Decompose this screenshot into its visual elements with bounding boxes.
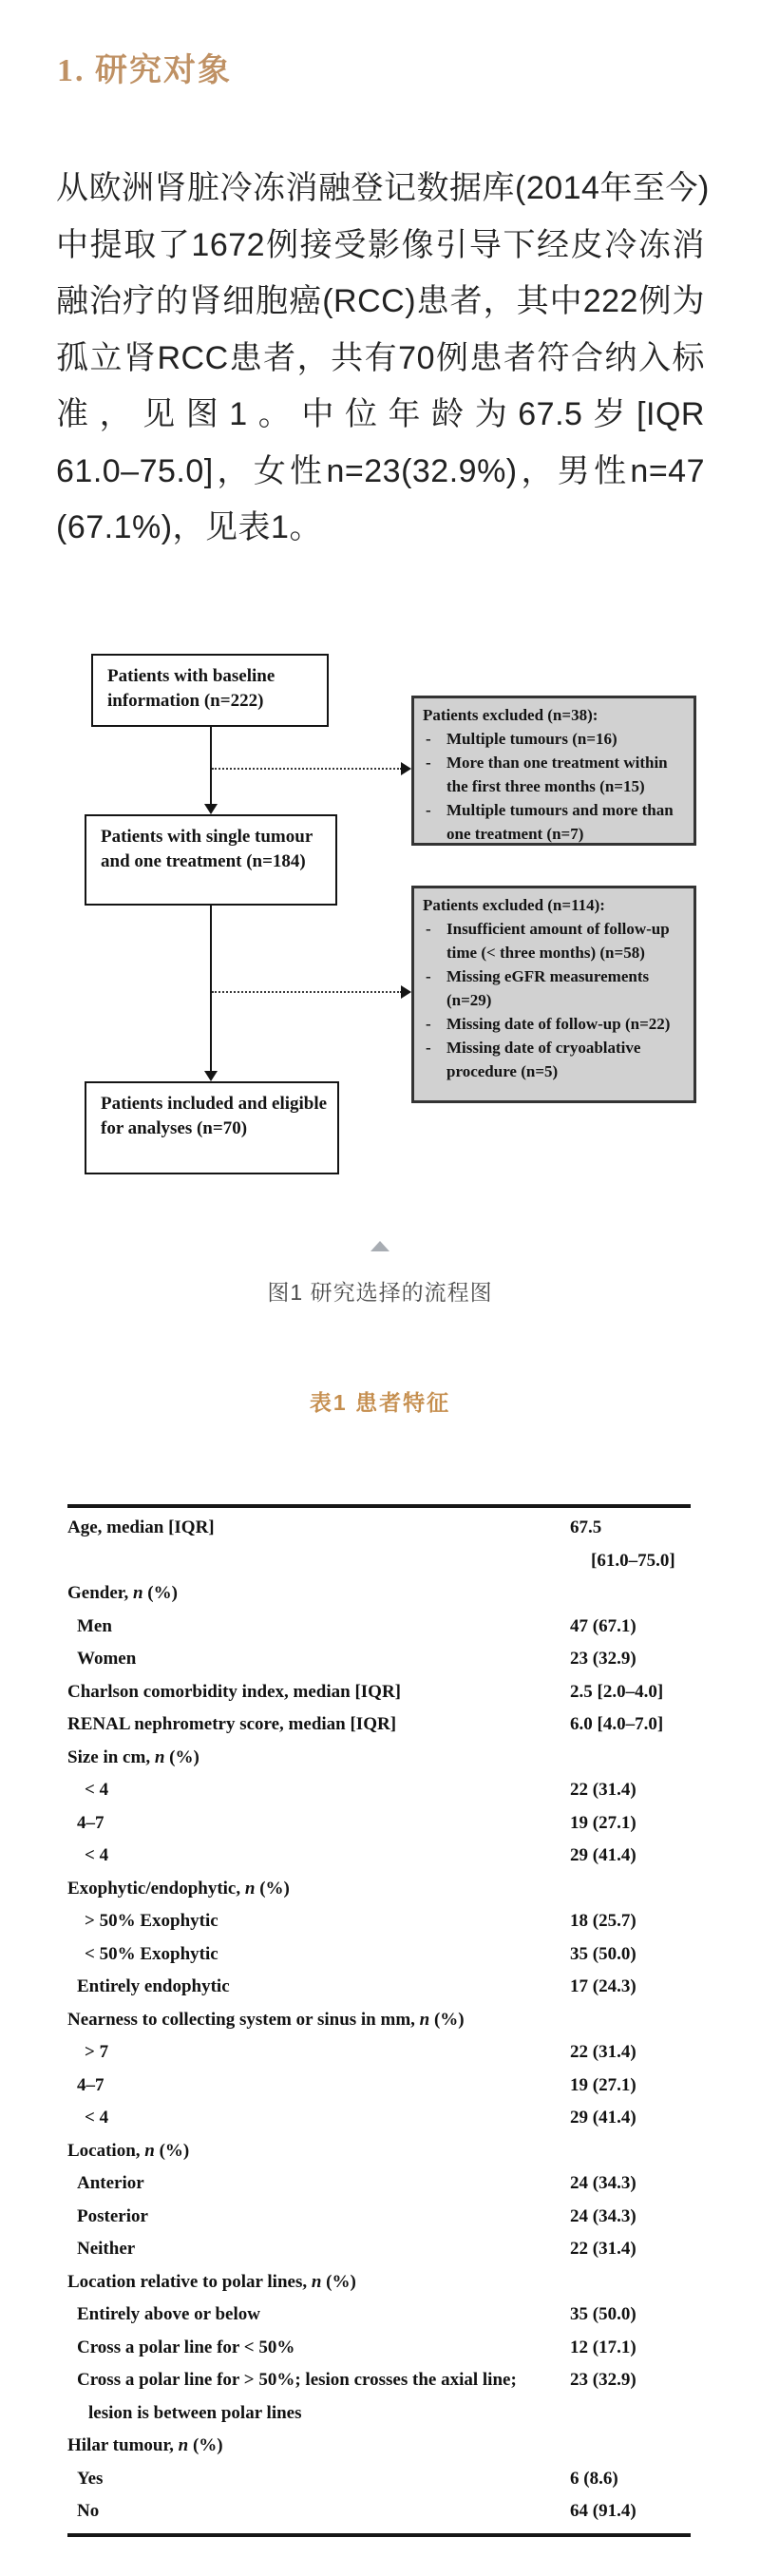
row-value: 67.5 [61.0–75.0]: [570, 1512, 691, 1577]
flow-exclusion-item-text: Missing date of follow-up (n=22): [446, 1015, 671, 1033]
row-value: 29 (41.4): [570, 1845, 636, 1865]
table-row: [67, 2233, 691, 2266]
table-row: [67, 1971, 691, 2004]
row-label: Entirely above or below: [77, 2304, 260, 2324]
row-value: 24 (34.3): [570, 2173, 636, 2193]
row-value: 23 (32.9): [570, 2370, 636, 2390]
row-label: Entirely endophytic: [77, 1976, 230, 1996]
row-label: Nearness to collecting system or sinus in mm, n (%): [67, 2009, 465, 2030]
row-label: 4–7: [77, 2074, 104, 2095]
section-heading: 1. 研究对象: [57, 53, 232, 88]
flow-box-baseline: Patients with baseline information (n=222): [91, 654, 329, 727]
row-value: 19 (27.1): [570, 2074, 636, 2095]
flow-exclusion-item-text: More than one treatment within the first three months (n=15): [446, 754, 668, 795]
paragraph-line: (67.1%)，见表1。: [56, 509, 322, 545]
flow-exclusion-item-text: Missing date of cryoablative procedure (n=5): [446, 1039, 641, 1080]
row-label: 4–7: [77, 1812, 104, 1833]
row-value: 64 (91.4): [570, 2501, 636, 2521]
flow-exclusion-item-text: Insufficient amount of follow-up time (< three months) (n=58): [446, 920, 670, 962]
patient-characteristics-table: [67, 1504, 691, 2537]
row-label: Cross a polar line for > 50%; lesion crosses the axial line; lesion is between polar lines: [77, 2370, 517, 2423]
table-bottom-rule: [67, 2533, 691, 2537]
table-row: [67, 1512, 691, 1577]
table-row: [67, 2201, 691, 2234]
table-row: [67, 2463, 691, 2496]
row-label: No: [77, 2501, 100, 2521]
table-row: [67, 2495, 691, 2528]
row-value: 22 (31.4): [570, 2239, 636, 2259]
body-paragraph: [56, 161, 710, 557]
flow-box-single-tumour: Patients with single tumour and one treatment (n=184): [85, 814, 337, 906]
flow-exclusion-item-text: Multiple tumours (n=16): [446, 730, 618, 748]
row-value: 6 (8.6): [570, 2468, 618, 2489]
bullet-dash-icon: -: [426, 754, 431, 772]
flow-exclusion-item: [421, 751, 689, 798]
row-label: Size in cm, n (%): [67, 1746, 200, 1767]
table-title: 表1 患者特征: [309, 1390, 451, 1415]
row-value: 2.5 [2.0–4.0]: [570, 1681, 664, 1702]
row-value: 47 (67.1): [570, 1615, 636, 1636]
row-value: 35 (50.0): [570, 2304, 636, 2324]
row-value: 17 (24.3): [570, 1976, 636, 1996]
row-value: 22 (31.4): [570, 1780, 636, 1800]
row-label: RENAL nephrometry score, median [IQR]: [67, 1714, 397, 1734]
row-label: Location relative to polar lines, n (%): [67, 2271, 356, 2292]
table-row: [67, 2070, 691, 2103]
row-label: Gender, n (%): [67, 1583, 178, 1603]
flowchart-figure[interactable]: [48, 627, 712, 1216]
table-row: [67, 1676, 691, 1709]
paragraph-line: 中提取了1672例接受影像引导下经皮冷冻消: [56, 226, 705, 263]
arrow-right-icon: [401, 762, 411, 775]
row-label: < 50% Exophytic: [85, 1943, 218, 1964]
row-value-line2: [61.0–75.0]: [591, 1550, 675, 1571]
row-value: 6.0 [4.0–7.0]: [570, 1714, 664, 1734]
flow-dotted-connector: [212, 991, 402, 993]
table-row: [67, 1742, 691, 1775]
row-label: > 7: [85, 2042, 109, 2062]
paragraph-line: 61.0–75.0]，女性n=23(32.9%)，男性n=47: [56, 452, 705, 489]
bullet-dash-icon: -: [426, 1015, 431, 1033]
paragraph-line: 孤立肾RCC患者，共有70例患者符合纳入标: [56, 339, 705, 376]
bullet-dash-icon: -: [426, 801, 431, 819]
table-row: [67, 2135, 691, 2168]
row-label: Charlson comorbidity index, median [IQR]: [67, 1681, 401, 1702]
bullet-dash-icon: -: [426, 1039, 431, 1057]
row-value: 23 (32.9): [570, 1649, 636, 1669]
row-value: 19 (27.1): [570, 1812, 636, 1833]
table-row: [67, 1774, 691, 1807]
bullet-dash-icon: -: [426, 920, 431, 938]
flow-exclusion-item: [421, 727, 689, 751]
table-row: [67, 2266, 691, 2299]
table-row: [67, 2332, 691, 2365]
table-row: [67, 2167, 691, 2201]
row-label: Hilar tumour, n (%): [67, 2435, 223, 2455]
row-label: Posterior: [77, 2205, 148, 2226]
row-label: < 4: [85, 2108, 109, 2128]
flow-connector-line: [210, 906, 212, 1071]
flow-exclusion-item: [421, 964, 689, 1012]
flow-connector-line: [210, 727, 212, 805]
row-label: Neither: [77, 2239, 136, 2259]
row-label: Age, median [IQR]: [67, 1517, 215, 1537]
flow-excluded-38-title: Patients excluded (n=38):: [423, 706, 598, 724]
bullet-dash-icon: -: [426, 967, 431, 985]
table-row: [67, 2364, 691, 2430]
flow-exclusion-item: [421, 1012, 689, 1036]
row-value: 35 (50.0): [570, 1943, 636, 1964]
flow-exclusion-item-text: Missing eGFR measurements (n=29): [446, 967, 650, 1009]
flow-exclusion-item-text: Multiple tumours and more than one treatment (n=7): [446, 801, 674, 843]
row-value: 22 (31.4): [570, 2042, 636, 2062]
table-row: [67, 2004, 691, 2037]
arrow-down-icon: [204, 804, 218, 814]
flow-box-included: Patients included and eligible for analyses (n=70): [85, 1081, 339, 1174]
table-row: [67, 1840, 691, 1873]
table-row: [67, 1873, 691, 1906]
paragraph-line: 准，见图1。中位年龄为67.5岁[IQR: [56, 396, 705, 432]
row-label: Men: [77, 1615, 112, 1636]
table-row: [67, 1708, 691, 1742]
arrow-down-icon: [204, 1071, 218, 1081]
row-label: Women: [77, 1649, 137, 1669]
flow-excluded-114-title: Patients excluded (n=114):: [423, 896, 605, 914]
table-row: [67, 1643, 691, 1676]
arrow-right-icon: [401, 985, 411, 999]
row-label: Cross a polar line for < 50%: [77, 2337, 295, 2357]
table-row: [67, 1577, 691, 1611]
row-value: 29 (41.4): [570, 2108, 636, 2128]
row-value: 18 (25.7): [570, 1911, 636, 1931]
paragraph-line: 融治疗的肾细胞癌(RCC)患者，其中222例为: [56, 283, 705, 319]
row-label: Exophytic/endophytic, n (%): [67, 1878, 290, 1899]
row-value: 12 (17.1): [570, 2337, 636, 2357]
table-row: [67, 1938, 691, 1972]
row-value: 24 (34.3): [570, 2205, 636, 2226]
table-row: [67, 2102, 691, 2135]
figure-caption: 图1 研究选择的流程图: [267, 1280, 493, 1305]
paragraph-line: 从欧洲肾脏冷冻消融登记数据库(2014年至今): [56, 170, 710, 206]
table-row: [67, 2430, 691, 2463]
row-label: < 4: [85, 1845, 109, 1865]
row-label: > 50% Exophytic: [85, 1911, 218, 1931]
row-label: Anterior: [77, 2173, 144, 2193]
flow-box-excluded-38: [411, 696, 696, 846]
table-row: [67, 1807, 691, 1841]
flow-exclusion-item: [421, 798, 689, 846]
flow-exclusion-item: [421, 1036, 689, 1083]
flow-exclusion-item: [421, 917, 689, 964]
table-row: [67, 1905, 691, 1938]
row-label: Yes: [77, 2468, 104, 2489]
row-label: Location, n (%): [67, 2140, 190, 2161]
bullet-dash-icon: -: [426, 730, 431, 748]
flow-dotted-connector: [212, 768, 402, 770]
flow-box-excluded-114: [411, 886, 696, 1103]
row-label: < 4: [85, 1780, 109, 1800]
collapse-arrow-icon: [370, 1241, 390, 1251]
table-row: [67, 2036, 691, 2070]
table-row: [67, 1611, 691, 1644]
table-row: [67, 2299, 691, 2332]
